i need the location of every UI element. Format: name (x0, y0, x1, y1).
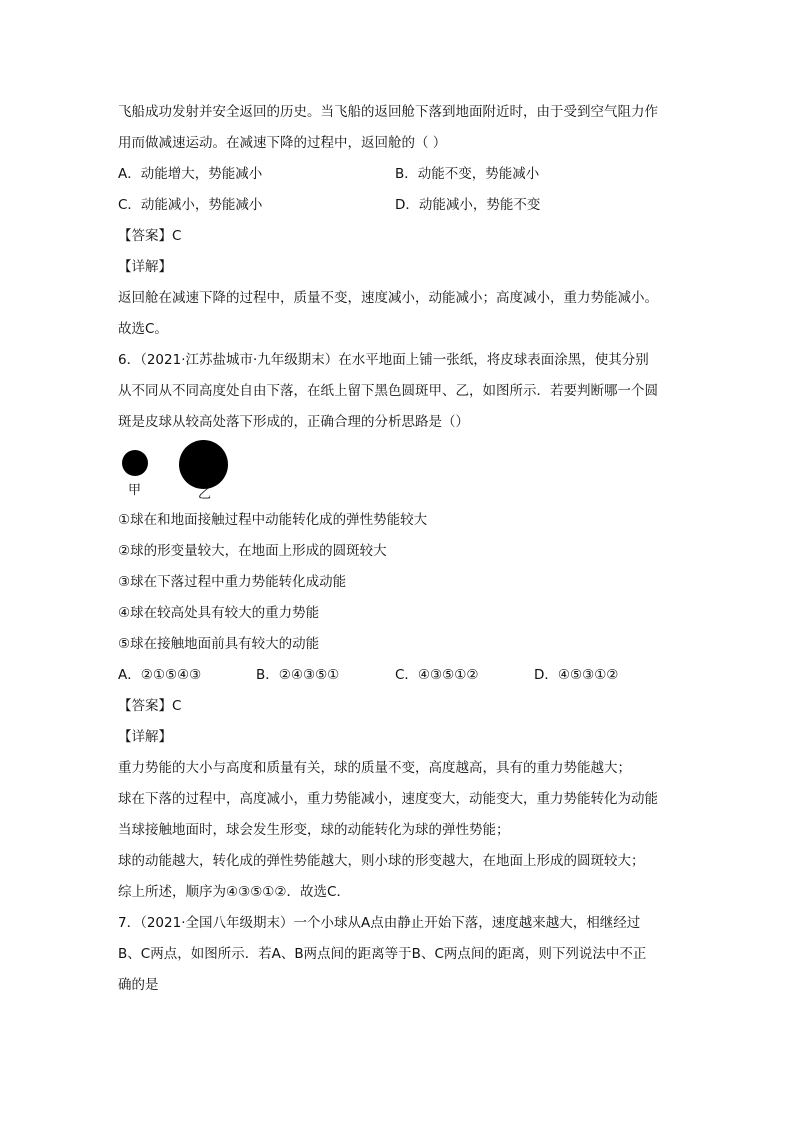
q5-options-row (118, 159, 688, 190)
q7-stem-line: 7．（2021·全国八年级期末）一个小球从A点由静止开始下落，速度越来越大，相继经过 (118, 915, 641, 931)
spot-jia-circle (122, 450, 148, 476)
q5-stem-line: 用而做减速运动。在减速下降的过程中，返回舱的（ ） (118, 135, 447, 151)
spot-yi-circle (179, 440, 228, 489)
q6-option-a: A．②①⑤④③ (118, 667, 202, 683)
question-7 (118, 908, 688, 1001)
q5-stem-line: 飞船成功发射并安全返回的历史。当飞船的返回舱下落到地面附近时，由于受到空气阻力作 (118, 104, 658, 120)
q6-answer: 【答案】C (118, 698, 182, 714)
q5-option-c: C．动能减小，势能减小 (118, 197, 263, 213)
q5-detail-line: 故选C。 (118, 321, 168, 337)
q6-detail-line: 当球接触地面时，球会发生形变，球的动能转化为球的弹性势能； (118, 822, 510, 838)
q6-statement: ④球在较高处具有较大的重力势能 (118, 605, 320, 621)
q5-option-d: D．动能减小，势能不变 (395, 197, 541, 213)
q5-answer: 【答案】C (118, 228, 182, 244)
q5-option-a: A．动能增大，势能减小 (118, 166, 263, 182)
q6-stem-line: 从不同从不同高度处自由下落，在纸上留下黑色圆斑甲、乙，如图所示．若要判断哪一个圆 (118, 383, 658, 399)
q6-statement: ③球在下落过程中重力势能转化成动能 (118, 574, 347, 590)
q6-option-b: B．②④③⑤① (256, 667, 340, 683)
spot-yi-label: 乙 (198, 487, 212, 502)
q6-detail-line: 重力势能的大小与高度和质量有关，球的质量不变，高度越高，具有的重力势能越大； (118, 760, 631, 776)
q7-stem-line: B、C两点，如图所示．若A、B两点间的距离等于B、C两点间的距离，则下列说法中不正 (118, 946, 647, 962)
q5-detail-heading: 【详解】 (118, 259, 172, 275)
q6-detail-heading: 【详解】 (118, 729, 172, 745)
q7-stem-line: 确的是 (118, 977, 159, 993)
q6-detail-line: 球在下落的过程中，高度减小，重力势能减小，速度变大，动能变大，重力势能转化为动能 (118, 791, 658, 807)
document-content (118, 97, 688, 1001)
q5-option-b: B．动能不变，势能减小 (395, 166, 540, 182)
q6-detail-line: 综上所述，顺序为④③⑤①②．故选C． (118, 884, 350, 900)
q5-options-row (118, 190, 688, 221)
question-6 (118, 345, 688, 908)
q6-option-d: D．④⑤③①② (534, 667, 619, 683)
q6-stem-line: 斑是皮球从较高处落下形成的，正确合理的分析思路是（） (118, 414, 469, 430)
q5-detail-line: 返回舱在减速下降的过程中，质量不变，速度减小，动能减小；高度减小，重力势能减小。 (118, 290, 658, 306)
q6-option-c: C．④③⑤①② (395, 667, 479, 683)
q6-statement: ②球的形变量较大，在地面上形成的圆斑较大 (118, 543, 387, 559)
q6-statement: ⑤球在接触地面前具有较大的动能 (118, 636, 320, 652)
q6-options-row (118, 660, 688, 691)
question-5 (118, 97, 688, 345)
spot-jia-label: 甲 (128, 483, 142, 498)
q6-statement: ①球在和地面接触过程中动能转化成的弹性势能较大 (118, 512, 428, 528)
q6-stem-line: 6．（2021·江苏盐城市·九年级期末）在水平地面上铺一张纸，将皮球表面涂黑，使其分别 (118, 352, 649, 368)
q6-figure (118, 440, 688, 503)
q6-detail-line: 球的动能越大，转化成的弹性势能越大，则小球的形变越大，在地面上形成的圆斑较大； (118, 853, 645, 869)
